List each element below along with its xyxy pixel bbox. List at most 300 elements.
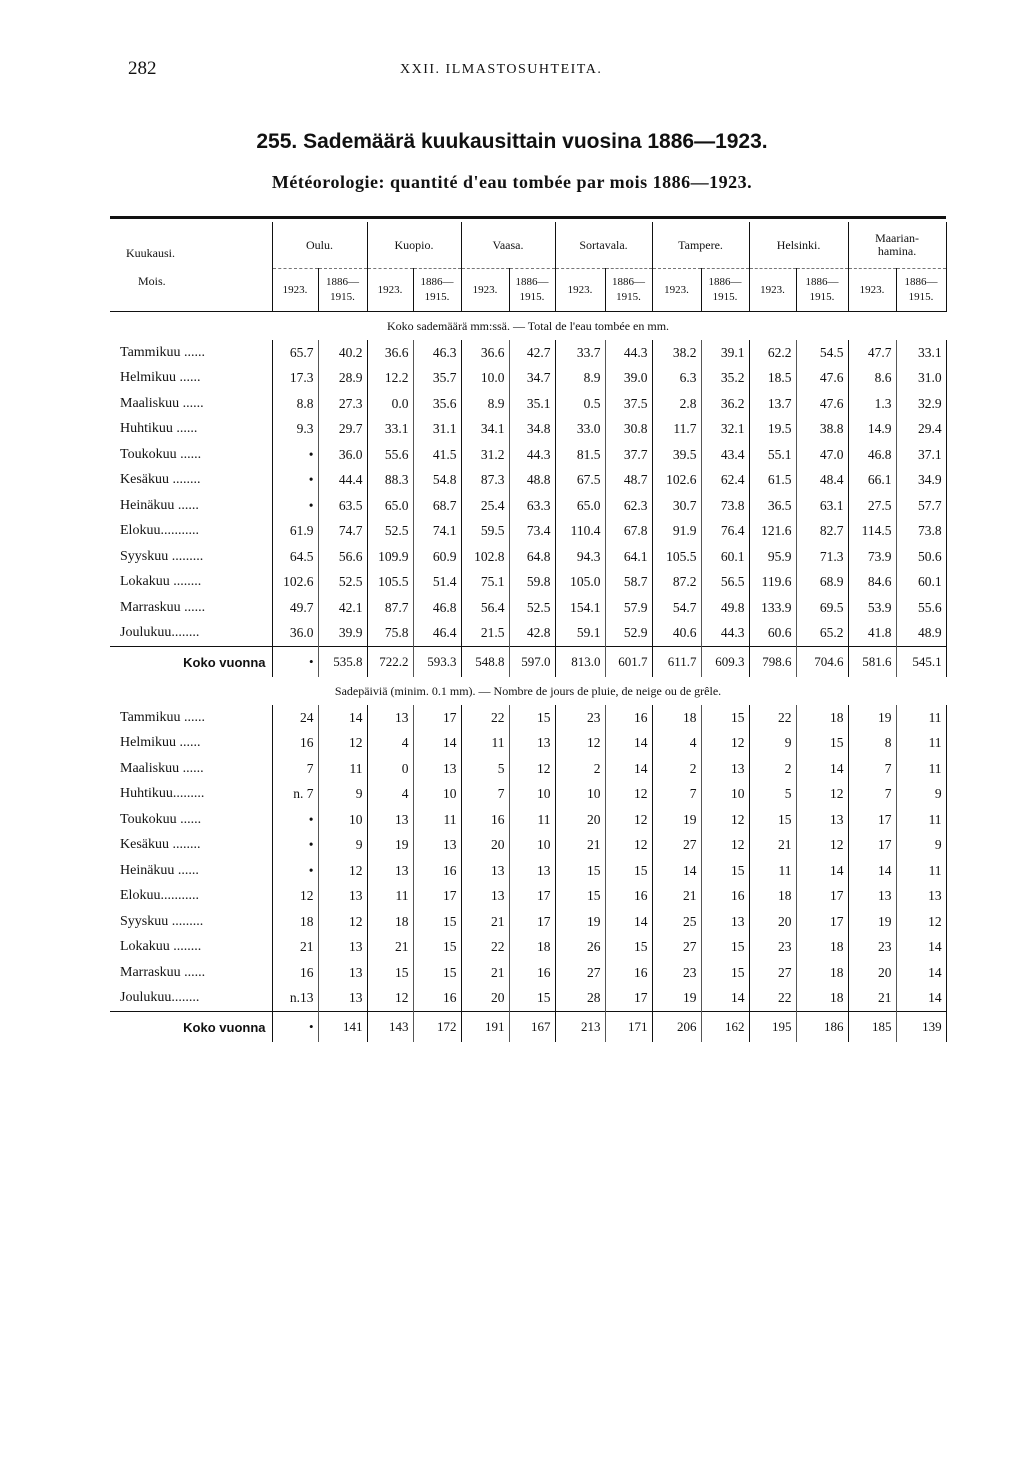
month-label: Lokakuu ........: [110, 570, 272, 596]
value-cell: 8: [848, 731, 896, 757]
value-cell: 12: [896, 909, 946, 935]
total-row: [110, 1012, 946, 1043]
value-cell: 65.7: [272, 340, 318, 366]
value-cell: 12: [509, 756, 555, 782]
value-cell: 56.6: [318, 544, 367, 570]
total-value-cell: •: [272, 1012, 318, 1043]
value-cell: 11: [367, 884, 413, 910]
value-cell: •: [272, 833, 318, 859]
value-cell: 11: [413, 807, 461, 833]
table-row: [110, 366, 946, 392]
value-cell: 36.5: [749, 493, 796, 519]
value-cell: 17: [796, 909, 848, 935]
value-cell: 35.6: [413, 391, 461, 417]
value-cell: 22: [461, 705, 509, 731]
value-cell: 95.9: [749, 544, 796, 570]
value-cell: •: [272, 468, 318, 494]
table-row: [110, 705, 946, 731]
value-cell: 47.6: [796, 391, 848, 417]
value-cell: 13: [896, 884, 946, 910]
value-cell: 69.5: [796, 595, 848, 621]
month-label: Helmikuu ......: [110, 731, 272, 757]
value-cell: 63.3: [509, 493, 555, 519]
value-cell: 13: [701, 756, 749, 782]
value-cell: 19: [555, 909, 605, 935]
value-cell: 27.5: [848, 493, 896, 519]
total-value-cell: 167: [509, 1012, 555, 1043]
year-1886-1915-header: 1886— 1915.: [896, 269, 946, 312]
value-cell: 7: [461, 782, 509, 808]
value-cell: 33.1: [896, 340, 946, 366]
total-value-cell: 191: [461, 1012, 509, 1043]
value-cell: 15: [555, 858, 605, 884]
month-label: Lokakuu ........: [110, 935, 272, 961]
value-cell: 11: [318, 756, 367, 782]
month-label: Syyskuu .........: [110, 544, 272, 570]
value-cell: 14: [896, 960, 946, 986]
total-value-cell: 813.0: [555, 647, 605, 678]
value-cell: 42.1: [318, 595, 367, 621]
table-row: [110, 960, 946, 986]
value-cell: 58.7: [605, 570, 652, 596]
value-cell: 87.7: [367, 595, 413, 621]
station-header: Vaasa.: [461, 222, 555, 269]
value-cell: 8.9: [461, 391, 509, 417]
value-cell: 75.8: [367, 621, 413, 647]
year-1886-1915-header: 1886— 1915.: [509, 269, 555, 312]
table-row: [110, 935, 946, 961]
value-cell: 11: [896, 807, 946, 833]
total-value-cell: 535.8: [318, 647, 367, 678]
year-1886-1915-header: 1886— 1915.: [605, 269, 652, 312]
value-cell: 44.4: [318, 468, 367, 494]
month-label: Joulukuu........: [110, 621, 272, 647]
value-cell: 46.3: [413, 340, 461, 366]
value-cell: 39.1: [701, 340, 749, 366]
value-cell: 71.3: [796, 544, 848, 570]
total-value-cell: 798.6: [749, 647, 796, 678]
value-cell: 16: [413, 858, 461, 884]
value-cell: 54.8: [413, 468, 461, 494]
value-cell: 133.9: [749, 595, 796, 621]
value-cell: 9: [749, 731, 796, 757]
total-value-cell: 143: [367, 1012, 413, 1043]
value-cell: 41.5: [413, 442, 461, 468]
value-cell: 36.6: [461, 340, 509, 366]
value-cell: 21: [555, 833, 605, 859]
month-label: Maaliskuu ......: [110, 391, 272, 417]
value-cell: 5: [461, 756, 509, 782]
value-cell: 42.7: [509, 340, 555, 366]
value-cell: 18: [272, 909, 318, 935]
table-row: [110, 340, 946, 366]
value-cell: 43.4: [701, 442, 749, 468]
value-cell: 17: [413, 705, 461, 731]
value-cell: •: [272, 442, 318, 468]
year-1923-header: 1923.: [272, 269, 318, 312]
value-cell: 6.3: [652, 366, 701, 392]
value-cell: 55.6: [367, 442, 413, 468]
value-cell: 35.2: [701, 366, 749, 392]
value-cell: 21: [461, 909, 509, 935]
value-cell: 25.4: [461, 493, 509, 519]
month-label: Toukokuu ......: [110, 442, 272, 468]
station-header: Maarian- hamina.: [848, 222, 946, 269]
value-cell: 25: [652, 909, 701, 935]
value-cell: 15: [509, 986, 555, 1012]
total-row: [110, 647, 946, 678]
value-cell: 14: [605, 756, 652, 782]
value-cell: 18: [796, 960, 848, 986]
value-cell: 67.8: [605, 519, 652, 545]
value-cell: 13: [318, 884, 367, 910]
value-cell: n.13: [272, 986, 318, 1012]
value-cell: 13: [796, 807, 848, 833]
value-cell: 14: [796, 858, 848, 884]
value-cell: 9: [896, 782, 946, 808]
month-column-header: [110, 222, 272, 312]
value-cell: 39.9: [318, 621, 367, 647]
month-label: Elokuu...........: [110, 519, 272, 545]
table-row: [110, 391, 946, 417]
value-cell: 60.6: [749, 621, 796, 647]
value-cell: 60.9: [413, 544, 461, 570]
value-cell: 13: [367, 705, 413, 731]
value-cell: 12: [605, 782, 652, 808]
table-row: [110, 782, 946, 808]
value-cell: 10: [509, 833, 555, 859]
value-cell: 12: [318, 858, 367, 884]
value-cell: 15: [413, 935, 461, 961]
value-cell: 63.1: [796, 493, 848, 519]
station-header: Oulu.: [272, 222, 367, 269]
value-cell: 22: [461, 935, 509, 961]
total-value-cell: 722.2: [367, 647, 413, 678]
value-cell: 1.3: [848, 391, 896, 417]
value-cell: 19: [367, 833, 413, 859]
precipitation-body: [110, 312, 946, 678]
value-cell: 48.7: [605, 468, 652, 494]
value-cell: 154.1: [555, 595, 605, 621]
value-cell: 27: [555, 960, 605, 986]
value-cell: 30.8: [605, 417, 652, 443]
value-cell: 13: [509, 731, 555, 757]
value-cell: 32.9: [896, 391, 946, 417]
table-row: [110, 884, 946, 910]
value-cell: 13: [413, 833, 461, 859]
value-cell: 14: [605, 909, 652, 935]
value-cell: 8.6: [848, 366, 896, 392]
value-cell: 46.8: [413, 595, 461, 621]
value-cell: 17: [413, 884, 461, 910]
table-row: [110, 986, 946, 1012]
value-cell: 55.1: [749, 442, 796, 468]
total-value-cell: 186: [796, 1012, 848, 1043]
value-cell: 42.8: [509, 621, 555, 647]
value-cell: 12: [318, 909, 367, 935]
value-cell: 23: [848, 935, 896, 961]
value-cell: 8.9: [555, 366, 605, 392]
value-cell: •: [272, 858, 318, 884]
value-cell: 4: [367, 782, 413, 808]
value-cell: 68.9: [796, 570, 848, 596]
table-row: [110, 756, 946, 782]
value-cell: 73.8: [701, 493, 749, 519]
value-cell: 29.4: [896, 417, 946, 443]
value-cell: 16: [701, 884, 749, 910]
value-cell: 11: [461, 731, 509, 757]
value-cell: 21: [272, 935, 318, 961]
value-cell: 13: [367, 807, 413, 833]
value-cell: 10: [318, 807, 367, 833]
value-cell: 54.5: [796, 340, 848, 366]
month-label: Helmikuu ......: [110, 366, 272, 392]
value-cell: 57.7: [896, 493, 946, 519]
corner-label-fi: Kuukausi.: [126, 245, 175, 260]
value-cell: 18: [796, 705, 848, 731]
value-cell: 32.1: [701, 417, 749, 443]
value-cell: 81.5: [555, 442, 605, 468]
value-cell: 16: [272, 960, 318, 986]
value-cell: 10: [701, 782, 749, 808]
value-cell: 17: [848, 833, 896, 859]
value-cell: 105.5: [367, 570, 413, 596]
value-cell: 48.9: [896, 621, 946, 647]
value-cell: 59.8: [509, 570, 555, 596]
value-cell: 15: [413, 909, 461, 935]
value-cell: 94.3: [555, 544, 605, 570]
year-1923-header: 1923.: [367, 269, 413, 312]
year-1886-1915-header: 1886— 1915.: [796, 269, 848, 312]
total-value-cell: 139: [896, 1012, 946, 1043]
value-cell: 20: [555, 807, 605, 833]
value-cell: 30.7: [652, 493, 701, 519]
value-cell: 38.2: [652, 340, 701, 366]
total-value-cell: 162: [701, 1012, 749, 1043]
value-cell: 15: [555, 884, 605, 910]
value-cell: 19: [652, 986, 701, 1012]
total-value-cell: 172: [413, 1012, 461, 1043]
value-cell: 61.9: [272, 519, 318, 545]
value-cell: 12: [555, 731, 605, 757]
value-cell: 61.5: [749, 468, 796, 494]
value-cell: 14: [848, 858, 896, 884]
month-label: Maaliskuu ......: [110, 756, 272, 782]
value-cell: 44.3: [605, 340, 652, 366]
value-cell: 14: [318, 705, 367, 731]
month-label: Huhtikuu.........: [110, 782, 272, 808]
value-cell: 64.5: [272, 544, 318, 570]
value-cell: 73.9: [848, 544, 896, 570]
value-cell: 14.9: [848, 417, 896, 443]
total-value-cell: 601.7: [605, 647, 652, 678]
table-title: 255. Sademäärä kuukausittain vuosina 1886—1923.: [256, 130, 768, 153]
month-label: Tammikuu ......: [110, 705, 272, 731]
value-cell: 49.7: [272, 595, 318, 621]
value-cell: 34.1: [461, 417, 509, 443]
month-label: Heinäkuu ......: [110, 858, 272, 884]
station-header: Tampere.: [652, 222, 749, 269]
value-cell: 27: [749, 960, 796, 986]
value-cell: 11: [896, 756, 946, 782]
table-row: [110, 493, 946, 519]
value-cell: 22: [749, 705, 796, 731]
value-cell: 40.6: [652, 621, 701, 647]
value-cell: 9.3: [272, 417, 318, 443]
value-cell: 87.2: [652, 570, 701, 596]
value-cell: 109.9: [367, 544, 413, 570]
value-cell: 14: [413, 731, 461, 757]
value-cell: 37.1: [896, 442, 946, 468]
total-value-cell: 593.3: [413, 647, 461, 678]
value-cell: 0.5: [555, 391, 605, 417]
table-row: [110, 909, 946, 935]
value-cell: 88.3: [367, 468, 413, 494]
value-cell: 12: [272, 884, 318, 910]
table-row: [110, 544, 946, 570]
total-value-cell: 611.7: [652, 647, 701, 678]
value-cell: 11: [509, 807, 555, 833]
value-cell: 13: [318, 960, 367, 986]
value-cell: 31.1: [413, 417, 461, 443]
table-row: [110, 833, 946, 859]
value-cell: 14: [796, 756, 848, 782]
total-value-cell: 141: [318, 1012, 367, 1043]
value-cell: 34.8: [509, 417, 555, 443]
value-cell: 14: [605, 731, 652, 757]
value-cell: 56.4: [461, 595, 509, 621]
value-cell: 12: [796, 833, 848, 859]
value-cell: 28.9: [318, 366, 367, 392]
value-cell: 20: [461, 986, 509, 1012]
value-cell: 114.5: [848, 519, 896, 545]
value-cell: 14: [896, 986, 946, 1012]
value-cell: 36.2: [701, 391, 749, 417]
value-cell: 15: [367, 960, 413, 986]
month-label: Heinäkuu ......: [110, 493, 272, 519]
value-cell: 9: [318, 782, 367, 808]
value-cell: 105.0: [555, 570, 605, 596]
value-cell: 33.7: [555, 340, 605, 366]
total-value-cell: 609.3: [701, 647, 749, 678]
value-cell: 21: [848, 986, 896, 1012]
value-cell: 17: [796, 884, 848, 910]
value-cell: 27: [652, 833, 701, 859]
value-cell: 13: [461, 884, 509, 910]
value-cell: 63.5: [318, 493, 367, 519]
value-cell: 9: [896, 833, 946, 859]
value-cell: 11: [749, 858, 796, 884]
table-row: [110, 731, 946, 757]
value-cell: 91.9: [652, 519, 701, 545]
value-cell: 84.6: [848, 570, 896, 596]
value-cell: 64.1: [605, 544, 652, 570]
value-cell: 21: [652, 884, 701, 910]
station-header: Kuopio.: [367, 222, 461, 269]
value-cell: 65.0: [367, 493, 413, 519]
value-cell: 62.2: [749, 340, 796, 366]
table-row: [110, 519, 946, 545]
year-1886-1915-header: 1886— 1915.: [413, 269, 461, 312]
value-cell: 12.2: [367, 366, 413, 392]
month-label: Toukokuu ......: [110, 807, 272, 833]
value-cell: 16: [605, 884, 652, 910]
value-cell: 54.7: [652, 595, 701, 621]
value-cell: 4: [367, 731, 413, 757]
value-cell: 68.7: [413, 493, 461, 519]
value-cell: 2: [555, 756, 605, 782]
value-cell: 18: [652, 705, 701, 731]
value-cell: 53.9: [848, 595, 896, 621]
value-cell: 121.6: [749, 519, 796, 545]
value-cell: 64.8: [509, 544, 555, 570]
table-header: [110, 222, 946, 312]
value-cell: 15: [605, 935, 652, 961]
value-cell: 15: [796, 731, 848, 757]
table-row: [110, 442, 946, 468]
table-row: [110, 417, 946, 443]
value-cell: 16: [509, 960, 555, 986]
value-cell: 27: [652, 935, 701, 961]
value-cell: 57.9: [605, 595, 652, 621]
value-cell: 17: [848, 807, 896, 833]
value-cell: 10: [555, 782, 605, 808]
page-number: 282: [128, 58, 157, 79]
total-value-cell: 185: [848, 1012, 896, 1043]
value-cell: 102.6: [652, 468, 701, 494]
value-cell: 119.6: [749, 570, 796, 596]
year-1923-header: 1923.: [749, 269, 796, 312]
value-cell: 35.7: [413, 366, 461, 392]
value-cell: 13: [509, 858, 555, 884]
value-cell: 18: [796, 935, 848, 961]
value-cell: 19: [652, 807, 701, 833]
value-cell: •: [272, 807, 318, 833]
value-cell: 48.4: [796, 468, 848, 494]
value-cell: 15: [701, 935, 749, 961]
value-cell: 76.4: [701, 519, 749, 545]
value-cell: 74.7: [318, 519, 367, 545]
value-cell: 87.3: [461, 468, 509, 494]
value-cell: 16: [272, 731, 318, 757]
value-cell: 13: [413, 756, 461, 782]
month-label: Kesäkuu ........: [110, 468, 272, 494]
value-cell: 12: [605, 807, 652, 833]
value-cell: 10: [509, 782, 555, 808]
month-label: Huhtikuu ......: [110, 417, 272, 443]
value-cell: 74.1: [413, 519, 461, 545]
value-cell: 52.5: [509, 595, 555, 621]
table-row: [110, 807, 946, 833]
value-cell: 10: [413, 782, 461, 808]
value-cell: 56.5: [701, 570, 749, 596]
value-cell: 7: [848, 782, 896, 808]
value-cell: 15: [605, 858, 652, 884]
value-cell: 8.8: [272, 391, 318, 417]
value-cell: 22: [749, 986, 796, 1012]
value-cell: 15: [509, 705, 555, 731]
station-header: Helsinki.: [749, 222, 848, 269]
value-cell: 34.9: [896, 468, 946, 494]
table-row: [110, 468, 946, 494]
value-cell: 20: [749, 909, 796, 935]
value-cell: 18.5: [749, 366, 796, 392]
value-cell: 17: [605, 986, 652, 1012]
value-cell: 15: [701, 858, 749, 884]
value-cell: 50.6: [896, 544, 946, 570]
value-cell: 52.5: [367, 519, 413, 545]
value-cell: 65.2: [796, 621, 848, 647]
